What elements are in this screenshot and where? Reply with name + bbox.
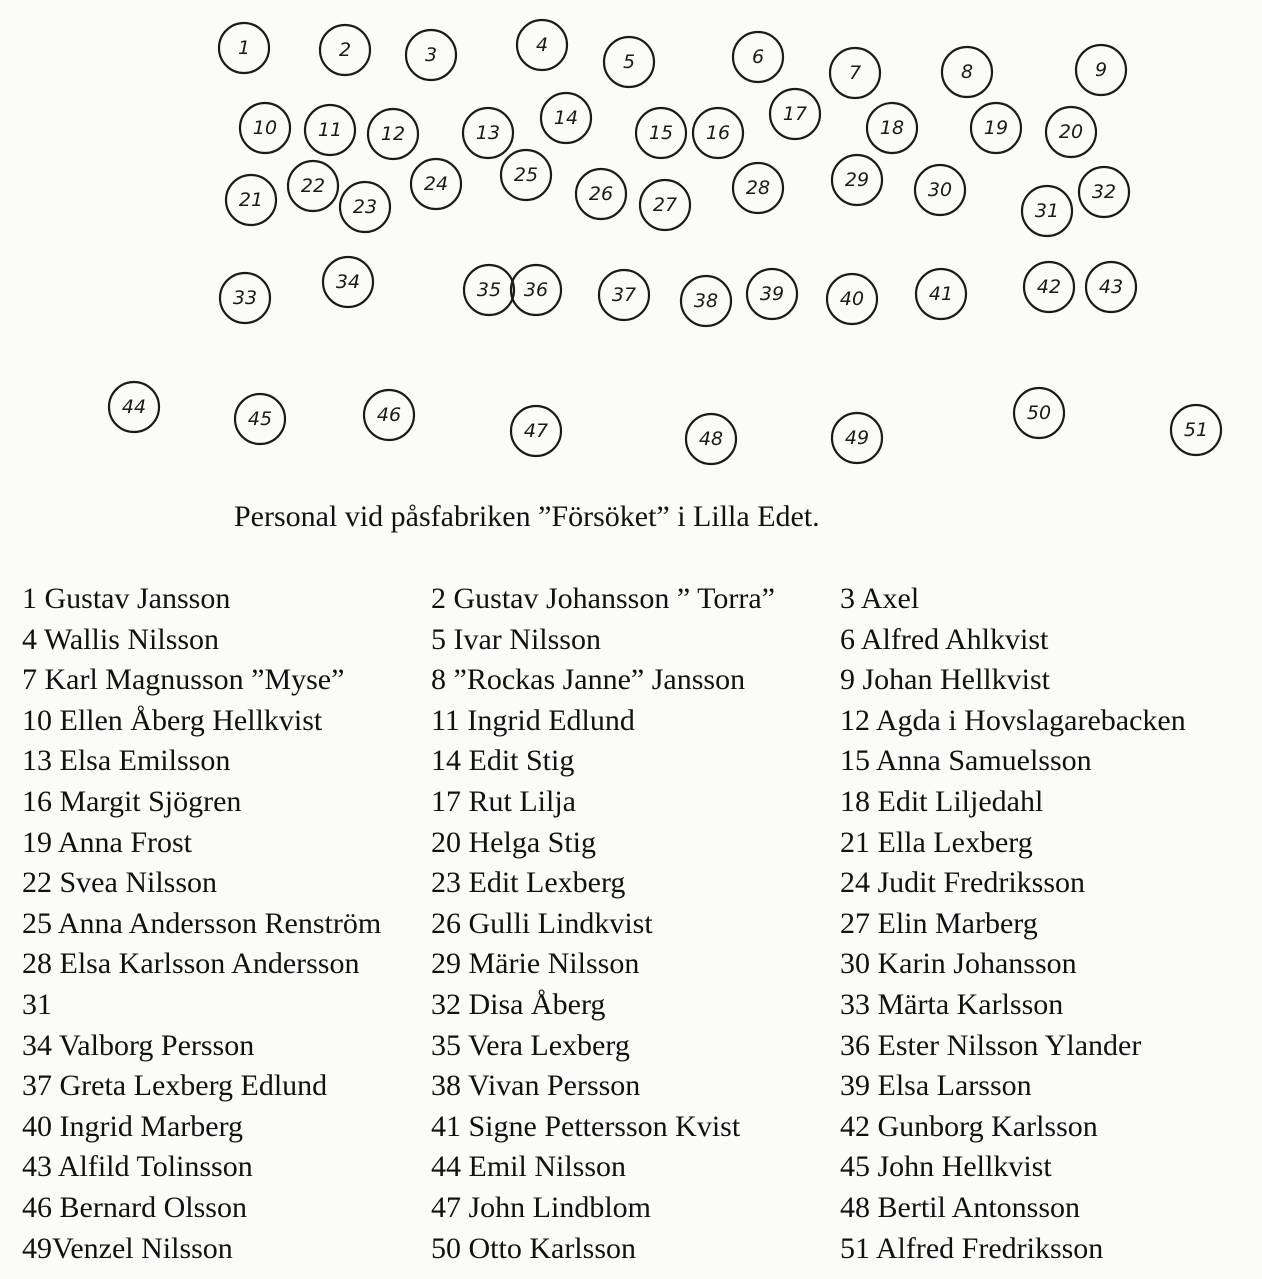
person-marker-number: 50 [1026, 402, 1052, 424]
person-marker-number: 17 [782, 103, 808, 125]
person-marker-number: 27 [652, 194, 678, 216]
person-marker-number: 22 [300, 175, 326, 197]
person-marker-number: 31 [1034, 200, 1060, 222]
person-marker-number: 1 [237, 37, 251, 59]
roster-entry: 41 Signe Pettersson Kvist [431, 1109, 741, 1143]
name-roster [22, 579, 1252, 1269]
roster-entry: 49Venzel Nilsson [22, 1231, 233, 1265]
roster-entry: 31 [22, 987, 52, 1021]
roster-entry: 46 Bernard Olsson [22, 1190, 247, 1224]
person-marker-number: 45 [247, 408, 273, 430]
person-marker-number: 6 [751, 46, 765, 68]
person-marker-number: 49 [844, 427, 870, 449]
person-marker-number: 43 [1098, 276, 1124, 298]
roster-entry: 16 Margit Sjögren [22, 784, 242, 818]
roster-entry: 22 Svea Nilsson [22, 866, 217, 900]
person-marker-number: 46 [376, 404, 402, 426]
person-marker-number: 19 [983, 117, 1009, 139]
person-marker-number: 36 [523, 279, 549, 301]
person-marker-number: 39 [759, 283, 785, 305]
roster-entry: 1 Gustav Jansson [22, 582, 231, 615]
person-marker-number: 12 [380, 123, 406, 145]
person-marker-number: 3 [424, 44, 438, 66]
person-marker-number: 42 [1036, 276, 1062, 298]
roster-entry: 39 Elsa Larsson [840, 1069, 1032, 1103]
person-marker-number: 40 [839, 288, 865, 310]
person-marker-number: 30 [927, 179, 953, 201]
roster-entry: 6 Alfred Ahlkvist [840, 622, 1049, 656]
roster-entry: 14 Edit Stig [431, 744, 575, 778]
person-marker-number: 32 [1091, 181, 1117, 203]
roster-entry: 25 Anna Andersson Renström [22, 906, 382, 940]
person-marker-number: 8 [960, 61, 974, 83]
person-marker-number: 26 [588, 183, 614, 205]
roster-entry: 5 Ivar Nilsson [431, 622, 601, 656]
roster-entry: 50 Otto Karlsson [431, 1231, 636, 1265]
roster-entry: 9 Johan Hellkvist [840, 663, 1050, 697]
person-marker-number: 21 [238, 189, 264, 211]
roster-entry: 13 Elsa Emilsson [22, 744, 231, 778]
roster-entry: 37 Greta Lexberg Edlund [22, 1069, 328, 1103]
person-marker-number: 23 [352, 196, 378, 218]
roster-entry: 4 Wallis Nilsson [22, 622, 220, 656]
person-marker-number: 13 [475, 122, 501, 144]
roster-entry: 10 Ellen Åberg Hellkvist [22, 703, 323, 737]
roster-entry: 12 Agda i Hovslagarebacken [840, 703, 1186, 737]
roster-entry: 8 ”Rockas Janne” Jansson [431, 663, 746, 697]
person-marker-number: 9 [1094, 59, 1108, 81]
roster-entry: 47 John Lindblom [431, 1190, 652, 1224]
person-marker-number: 48 [698, 428, 724, 450]
person-marker-number: 44 [121, 396, 147, 418]
person-marker-number: 29 [844, 169, 870, 191]
numbered-key-diagram [0, 0, 1262, 480]
person-marker-number: 7 [848, 62, 862, 84]
roster-entry: 33 Märta Karlsson [840, 987, 1064, 1021]
person-marker-number: 51 [1183, 419, 1209, 441]
roster-entry: 24 Judit Fredriksson [840, 866, 1086, 900]
roster-entry: 38 Vivan Persson [431, 1069, 641, 1103]
roster-entry: 40 Ingrid Marberg [22, 1109, 244, 1143]
roster-entry: 36 Ester Nilsson Ylander [840, 1028, 1142, 1062]
person-marker-number: 35 [476, 279, 502, 301]
person-marker-number: 5 [622, 51, 636, 73]
roster-entry: 43 Alfild Tolinsson [22, 1150, 253, 1184]
person-marker-number: 41 [928, 283, 954, 305]
roster-entry: 28 Elsa Karlsson Andersson [22, 947, 360, 981]
person-marker-number: 33 [232, 287, 258, 309]
person-marker-number: 20 [1058, 121, 1084, 143]
person-marker-number: 4 [535, 34, 549, 56]
roster-entry: 19 Anna Frost [22, 825, 193, 859]
roster-entry: 30 Karin Johansson [840, 947, 1077, 981]
person-marker-number: 10 [252, 117, 278, 139]
person-marker-number: 37 [611, 284, 637, 306]
roster-entry: 11 Ingrid Edlund [431, 703, 635, 737]
roster-entry: 51 Alfred Fredriksson [840, 1231, 1104, 1265]
roster-entry: 26 Gulli Lindkvist [431, 906, 653, 940]
roster-entry: 27 Elin Marberg [840, 906, 1038, 940]
person-marker-number: 18 [879, 117, 905, 139]
photo-caption: Personal vid påsfabriken ”Försöket” i Lilla Edet. [234, 500, 820, 533]
person-marker-number: 25 [513, 164, 539, 186]
roster-entry: 35 Vera Lexberg [431, 1028, 630, 1062]
roster-entry: 17 Rut Lilja [431, 784, 576, 818]
person-marker-number: 38 [693, 290, 719, 312]
roster-entry: 20 Helga Stig [431, 825, 596, 859]
person-marker-number: 47 [523, 420, 549, 442]
person-marker-number: 15 [648, 122, 674, 144]
roster-entry: 7 Karl Magnusson ”Myse” [22, 663, 345, 697]
roster-entry: 18 Edit Liljedahl [840, 784, 1044, 818]
person-marker-number: 24 [423, 173, 449, 195]
person-marker-number: 2 [338, 39, 352, 61]
person-marker-number: 34 [335, 271, 361, 293]
roster-entry: 34 Valborg Persson [22, 1028, 255, 1062]
roster-entry: 21 Ella Lexberg [840, 825, 1033, 859]
person-marker-number: 11 [317, 119, 343, 141]
roster-entry: 3 Axel [840, 582, 920, 615]
roster-entry: 48 Bertil Antonsson [840, 1190, 1081, 1224]
roster-entry: 2 Gustav Johansson ” Torra” [431, 582, 775, 615]
roster-entry: 42 Gunborg Karlsson [840, 1109, 1098, 1143]
person-marker-number: 16 [705, 122, 731, 144]
roster-entry: 45 John Hellkvist [840, 1150, 1052, 1184]
roster-entry: 23 Edit Lexberg [431, 866, 626, 900]
roster-entry: 32 Disa Åberg [431, 987, 606, 1021]
person-marker-number: 28 [745, 177, 771, 199]
roster-entry: 44 Emil Nilsson [431, 1150, 627, 1184]
person-marker-number: 14 [553, 107, 579, 129]
roster-entry: 29 Märie Nilsson [431, 947, 640, 981]
roster-entry: 15 Anna Samuelsson [840, 744, 1092, 778]
